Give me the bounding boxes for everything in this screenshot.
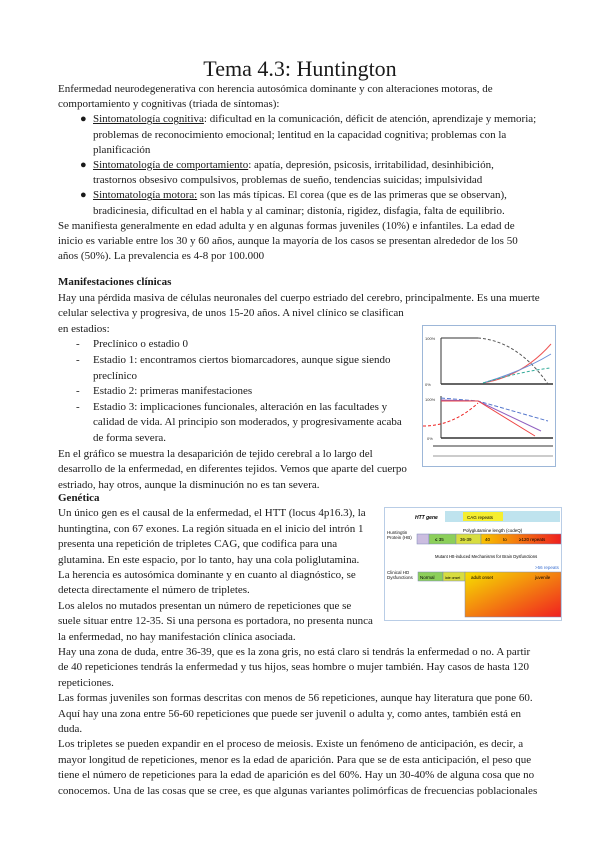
text-line: Hay una pérdida masiva de células neuronales del cuerpo estriado del cerebro, principalmente. Es una muerte bbox=[58, 291, 540, 304]
text-line: detecta directamente el número de tripletes. bbox=[58, 584, 250, 597]
text-line: La herencia es autosómica dominante y en cuanto al diagnóstico, se bbox=[58, 569, 356, 581]
over56-label: >56 repeats bbox=[535, 565, 559, 570]
text-line: Los tripletes se pueden expandir en el proceso de meiosis. Existe un fenómeno de anticipación, es decir, a bbox=[58, 738, 524, 751]
y-bottom-axis-zero: 0% bbox=[427, 436, 433, 441]
bullet-icon: ● bbox=[80, 159, 87, 171]
polyq-label: Polyglutamine length (codeQ) bbox=[463, 528, 523, 533]
bullet-item bbox=[93, 188, 507, 202]
stage-item: calidad de vida. Al principio son moderados, y progresivamente acaba bbox=[93, 416, 402, 429]
htt-repeats-figure bbox=[384, 507, 562, 621]
htt-gene-label: HTT gene bbox=[415, 515, 438, 521]
section-heading: Manifestaciones clínicas bbox=[58, 276, 172, 288]
range-gray: 36-39 bbox=[460, 537, 472, 542]
bullet-text: : dificultad en la comunicación, déficit de atención, aprendizaje y memoria; bbox=[203, 113, 537, 126]
brain-tissue-loss-figure bbox=[422, 325, 556, 467]
text-line: bradicinesia, dificultad en el habla y al caminar; distonía, rigidez, disfagia, falta de equilibrio. bbox=[93, 204, 505, 217]
range-to: to bbox=[503, 537, 507, 542]
bullet-label: Sintomatología cognitiva bbox=[93, 113, 204, 126]
stage-item: Estadio 1: encontramos ciertos biomarcadores, aunque sigue siendo bbox=[93, 354, 391, 366]
text-line: trastornos obsesivo compulsivos, problemas de sueño, tendencias suicidas; impulsividad bbox=[93, 174, 483, 187]
dash-icon: - bbox=[76, 338, 80, 351]
dash-icon: - bbox=[76, 354, 80, 366]
htt-repeats-diagram bbox=[385, 508, 561, 620]
section-heading: Genética bbox=[58, 492, 100, 504]
text-line: estriado, hay otros, aunque la disminución no es tan severa. bbox=[58, 478, 320, 491]
text-line: desarrollo de la enfermedad, en diferentes tejidos. Vemos que aparte del cuerpo bbox=[58, 463, 407, 476]
range-40: 40 bbox=[485, 537, 491, 542]
page-title: Tema 4.3: Huntington bbox=[203, 56, 397, 81]
text-line: inicio es variable entre los 30 y 60 años, aunque la mayoría de los casos se presentan alrededor de los 50 bbox=[58, 235, 518, 247]
text-line: Aquí hay una zona entre 56-60 repeticiones que puede ser juvenil o adulta y, como antes, también está en bbox=[58, 707, 521, 720]
text-line: conocemos. Una de las cosas que se cree, es que algunas variantes polimórficas de frecuencias poblacionales bbox=[58, 784, 538, 797]
dash-icon: - bbox=[76, 385, 80, 398]
text-line: mayor longitud de repeticiones, menor es la edad de aparición. Para que se de esta anticipación, el peso que bbox=[58, 753, 532, 766]
bullet-item bbox=[93, 158, 494, 172]
text-line: huntingtina, con 67 exones. La región situada en el inicio del intrón 1 bbox=[58, 522, 364, 535]
cag-label: CAG repeats bbox=[467, 515, 494, 520]
bullet-text: : apatía, depresión, psicosis, irritabilidad, desinhibición, bbox=[248, 159, 494, 171]
juvenile-label: juvenile bbox=[535, 575, 551, 580]
text-line: comportamiento y cognitivas (triada de síntomas): bbox=[58, 98, 280, 111]
late-onset-label: late onset bbox=[445, 576, 461, 580]
adult-onset-label: adult onset bbox=[471, 575, 494, 580]
text-line: en estadios: bbox=[58, 322, 110, 335]
dash-icon: - bbox=[76, 400, 80, 413]
text-line: suele situar entre 12-35. Si una persona es portadora, no presenta nunca bbox=[58, 615, 373, 628]
normal-label: Normal bbox=[420, 575, 435, 580]
bullet-icon: ● bbox=[80, 113, 87, 126]
range-120: ≥120 repeats bbox=[519, 537, 546, 542]
y-zero-label: 0% bbox=[425, 382, 431, 387]
stage-item: de forma severa. bbox=[93, 432, 166, 444]
y-top-label: 100% bbox=[425, 336, 436, 341]
text-line: problemas de reconocimiento emocional; lentitud en la capacidad cognitiva; problemas con la bbox=[93, 128, 507, 141]
text-line: Enfermedad neurodegenerativa con herencia autosómica dominante y con alteraciones motoras, de bbox=[58, 83, 493, 95]
mechanisms-label: Mutant Htt-induced Mechanisms for Brain Dysfunctions bbox=[435, 554, 538, 559]
text-line: Un único gen es el causal de la enfermedad, el HTT (locus 4p16.3), la bbox=[58, 507, 366, 520]
bullet-label: Sintomatología de comportamiento bbox=[93, 159, 249, 171]
y-bottom-axis-top: 100% bbox=[425, 397, 436, 402]
text-line: glutamina. En este espacio, por lo tanto, hay una cola poliglutamina. bbox=[58, 553, 360, 566]
text-line: celular selectiva y progresiva, de unos 15-20 años. A nivel clínico se clasifican bbox=[58, 307, 404, 320]
bullet-text: son las más típicas. El corea (que es de las primeras que se observan), bbox=[197, 189, 507, 202]
text-line: Las formas juveniles son formas descritas con menos de 56 repeticiones, aunque hay literatura que pone 60. bbox=[58, 692, 533, 705]
text-line: En el gráfico se muestra la desaparición de tejido cerebral a lo largo del bbox=[58, 447, 373, 460]
bullet-icon: ● bbox=[80, 189, 87, 202]
range-normal: ≤ 35 bbox=[435, 537, 444, 542]
bullet-label: Sintomatología motora: bbox=[93, 189, 198, 202]
protein-label: Huntingtin Protein (HB) bbox=[387, 530, 412, 540]
stage-item: Estadio 2: primeras manifestaciones bbox=[93, 385, 253, 398]
stage-item: Estadio 3: implicaciones funcionales, alteración en las facultades y bbox=[93, 400, 388, 413]
text-line: tiene el número de repeticiones para la edad de aparición es del 60%. Hay un 30-40% de alguna cosa que no bbox=[58, 769, 535, 782]
text-line: presenta una repetición de tripletes CAG, que codifica para una bbox=[58, 538, 338, 551]
text-line: planificación bbox=[93, 143, 151, 156]
text-line: Se manifiesta generalmente en edad adulta y en algunas formas juveniles (10%) e infantiles. La edad de bbox=[58, 219, 515, 232]
brain-tissue-loss-chart bbox=[423, 326, 555, 466]
clinical-label: Clinical HD Dysfunctions bbox=[387, 570, 413, 580]
text-line: la enfermedad, no hay manifestación clínica asociada. bbox=[58, 630, 296, 643]
stage-item: Preclínico o estadio 0 bbox=[93, 338, 189, 351]
text-line: años (50%). La prevalencia es 4-8 por 100.000 bbox=[58, 250, 265, 263]
text-line: duda. bbox=[58, 723, 83, 735]
stage-item: preclínico bbox=[93, 369, 137, 382]
text-line: Los alelos no mutados presentan un número de repeticiones que se bbox=[58, 599, 352, 612]
text-line: de 40 repeticiones tendrás la enfermedad y tus hijos, seas hombre o mujer también. Hay casos de hasta 120 bbox=[58, 661, 530, 674]
text-line: Hay una zona de duda, entre 36-39, que es la zona gris, no está claro si tendrás la enfermedad o no. A partir bbox=[58, 646, 531, 658]
bullet-item bbox=[93, 112, 536, 126]
text-line: repeticiones. bbox=[58, 676, 114, 689]
